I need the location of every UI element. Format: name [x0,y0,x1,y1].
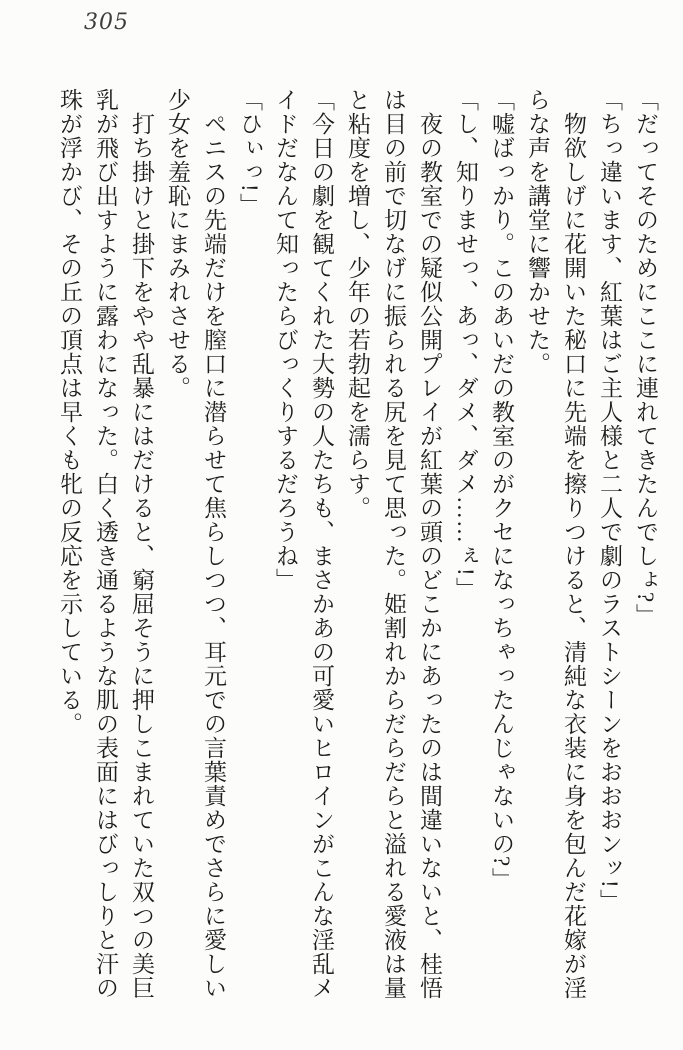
text-line: 少女を羞恥にまみれさせる。 [165,88,190,400]
text-line: 物欲しげに花開いた秘口に先端を擦りつけると、清純な衣装に身を包んだ花嫁が淫 [561,112,586,1000]
text-line: は目の前で切なげに振られる尻を見て思った。姫割れからだらだらと溢れる愛液は量 [381,88,406,1000]
text-line: と粘度を増し、少年の若勃起を濡らす。 [345,88,370,520]
text-line: 打ち掛けと掛下をやや乱暴にはだけると、窮屈そうに押しこまれていた双つの美巨 [129,112,154,1000]
text-line: ペニスの先端だけを膣口に潜らせて焦らしつつ、耳元での言葉責めでさらに愛しい [201,112,226,1000]
text-line: らな声を講堂に響かせた。 [525,88,550,376]
vertical-text-block [51,88,663,1028]
text-line: イドだなんて知ったらびっくりするだろうね」 [273,88,298,592]
text-line: 「し、知りませっ、あっ、ダメ、ダメ……ぇ!」 [453,88,478,601]
text-line: 「ちっ違います、紅葉はご主人様と二人で劇のラストシーンをおおおンッ!」 [597,88,622,913]
page-number: 305 [84,10,129,35]
text-line: 珠が浮かび、その丘の頂点は早くも牝の反応を示している。 [57,88,82,736]
text-line: 乳が飛び出すように露わになった。白く透き通るような肌の表面にはびっしりと汗の [93,88,118,1000]
text-line: 「ひぃっ!」 [237,88,262,217]
text-line: 「今日の劇を観てくれた大勢の人たちも、まさかあの可愛いヒロインがこんな淫乱メ [309,88,334,1000]
text-line: 夜の教室での疑似公開プレイが紅葉の頭のどこかにあったのは間違いないと、桂悟 [417,112,442,1000]
text-line: 「嘘ばっかり。このあいだの教室のがクセになっちゃったんじゃないの?」 [489,88,514,892]
text-line: 「だってそのためにここに連れてきたんでしょ?」 [633,88,658,628]
